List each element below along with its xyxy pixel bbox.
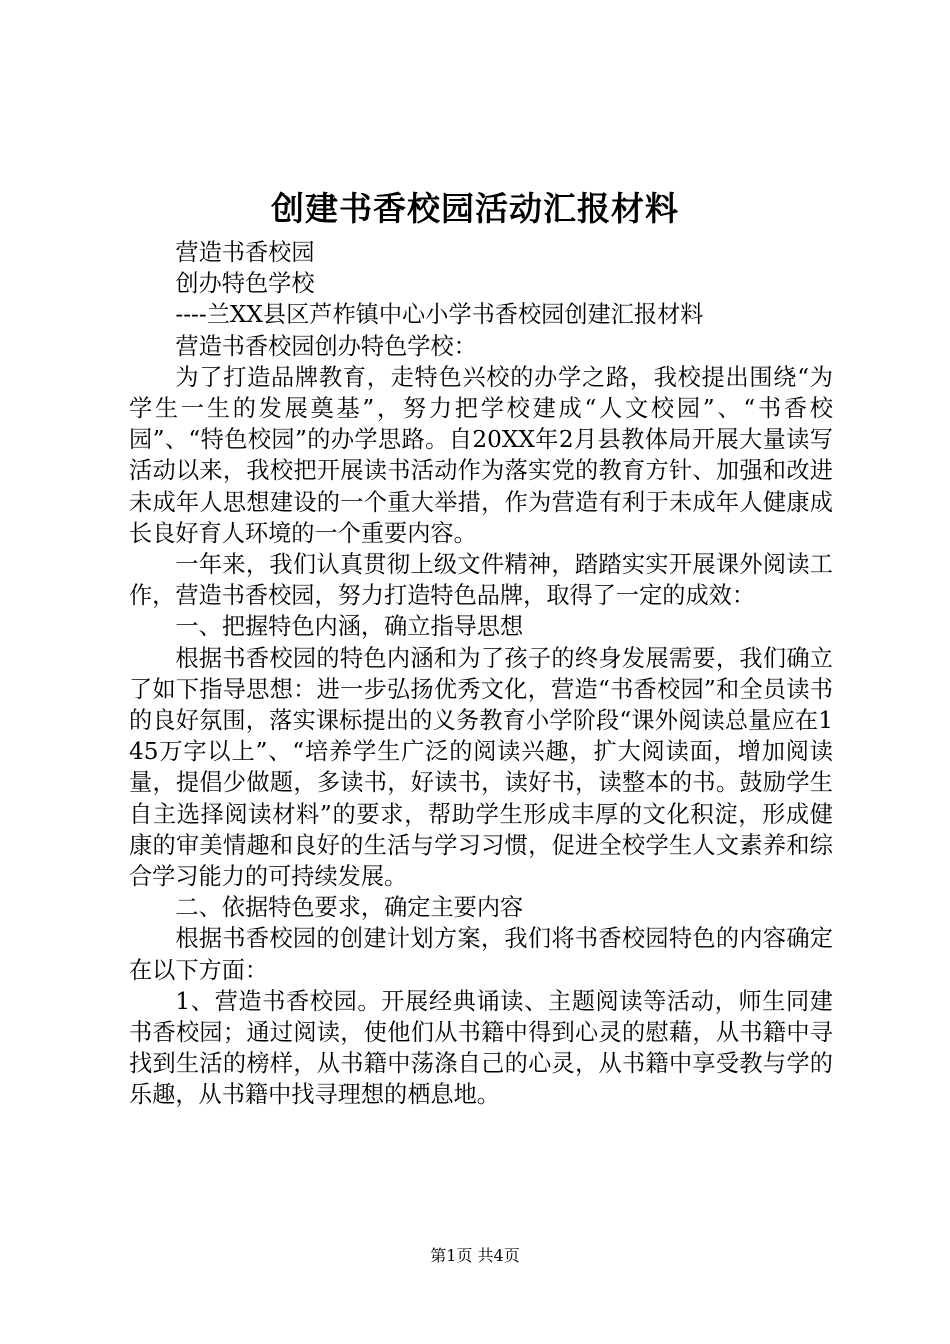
paragraph-summary: 一年来，我们认真贯彻上级文件精神，踏踏实实开展课外阅读工作，营造书香校园，努力打造特色品牌，取得了一定的成效： [129, 551, 833, 610]
paragraph-content-plan: 根据书香校园的创建计划方案，我们将书香校园特色的内容确定在以下方面： [129, 925, 833, 984]
paragraph-heading-2: 创办特色学校 [175, 270, 315, 298]
section-heading-2: 二、依据特色要求，确定主要内容 [175, 894, 524, 922]
document-title: 创建书香校园活动汇报材料 [271, 189, 679, 228]
paragraph-salutation: 营造书香校园创办特色学校： [175, 332, 477, 360]
section-heading-1: 一、把握特色内涵，确立指导思想 [175, 613, 524, 641]
page-footer: 第1页 共4页 [430, 1246, 520, 1265]
paragraph-intro: 为了打造品牌教育，走特色兴校的办学之路，我校提出围绕“为学生一生的发展奠基”，努力把学校建成“人文校园”、“书香校园”、“特色校园”的办学思路。自20XX年2月县教体局开展大量读写活动以来，我校把开展读书活动作为落实党的教育方针、加强和改进未成年人思想建设的一个重大举措，作为营造有利于未成年人健康成长良好育人环境的一个重要内容。 [129, 363, 833, 547]
document-body [129, 237, 833, 1111]
paragraph-heading-1: 营造书香校园 [175, 239, 315, 266]
paragraph-guiding-ideas: 根据书香校园的特色内涵和为了孩子的终身发展需要，我们确立了如下指导思想：进一步弘扬优秀文化，营造“书香校园”和全员读书的良好氛围，落实课标提出的义务教育小学阶段“课外阅读总量应在145万字以上”、“培养学生广泛的阅读兴趣，扩大阅读面，增加阅读量，提倡少做题，多读书，好读书，读好书，读整本的书。鼓励学生自主选择阅读材料”的要求，帮助学生形成丰厚的文化积淀，形成健康的审美情趣和良好的生活与学习习惯，促进全校学生人文素养和综合学习能力的可持续发展。 [129, 644, 833, 891]
paragraph-subtitle: ----兰XX县区芦柞镇中心小学书香校园创建汇报材料 [175, 301, 704, 329]
paragraph-item-1: 1、营造书香校园。开展经典诵读、主题阅读等活动，师生同建书香校园；通过阅读，使他们从书籍中得到心灵的慰藉，从书籍中寻找到生活的榜样，从书籍中荡涤自己的心灵，从书籍中享受教与学的乐趣，从书籍中找寻理想的栖息地。 [129, 987, 833, 1109]
